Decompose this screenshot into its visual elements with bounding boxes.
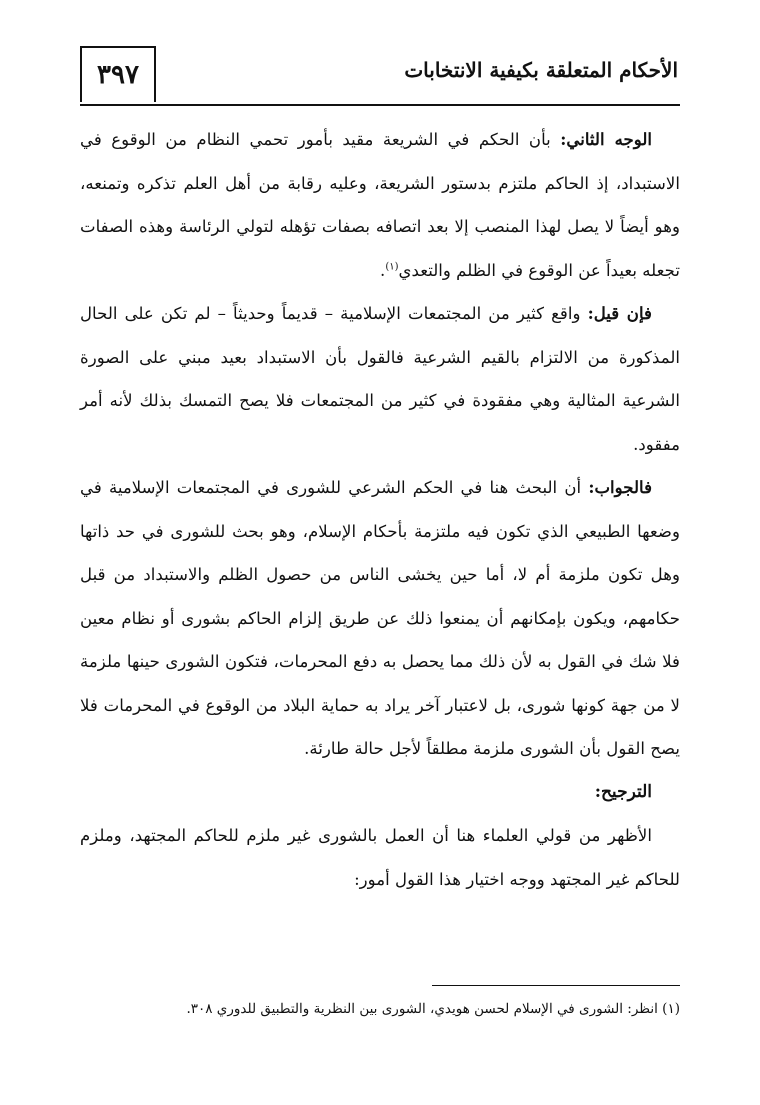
footnote: (١) انظر: الشورى في الإسلام لحسن هويدي، الشورى بين النظرية والتطبيق للدوري ٣٠٨.: [186, 1001, 680, 1017]
page-header: [80, 46, 680, 106]
paragraph-end: .: [380, 260, 386, 280]
paragraph-text: واقع كثير من المجتمعات الإسلامية – قديماً وحديثاً – لم تكن على الحال المذكورة من الالتزام بالقيم الشرعية فالقول بأن الاستبداد بعيد مبني على الصورة الشرعية المثالية وهي مفقودة في كثير من المجتمعات فلا يصح التمسك بذلك لأنه أمر مفقود.: [80, 304, 680, 454]
paragraph-preference: الأظهر من قولي العلماء هنا أن العمل بالشورى غير ملزم للحاكم المجتهد، وملزم للحاكم غير المجتهد ووجه اختيار هذا القول أمور:: [80, 826, 680, 889]
paragraph-lead: فالجواب:: [588, 477, 652, 497]
page-number: ٣٩٧: [80, 46, 156, 102]
body-text: [80, 118, 680, 901]
paragraph-lead: فإن قيل:: [587, 303, 652, 323]
paragraph-lead: الوجه الثاني:: [560, 129, 652, 149]
footnote-reference: (١): [385, 260, 399, 272]
paragraph-second-aspect: [80, 118, 680, 292]
paragraph-objection: [80, 292, 680, 466]
running-title: الأحكام المتعلقة بكيفية الانتخابات: [404, 58, 678, 82]
footnote-separator: [432, 985, 680, 986]
paragraph-text: أن البحث هنا في الحكم الشرعي للشورى في المجتمعات الإسلامية في وضعها الطبيعي الذي تكون فيه ملتزمة بأحكام الإسلام، وهو بحث للشورى في حد ذاتها وهل تكون ملزمة أم لا، أما حين يخشى الناس من حصول الظلم والاستبداد من قبل حكامهم، ويكون بإمكانهم أن يمنعوا ذلك عن طريق إلزام الحاكم بشورى أو نظام معين فلا شك في القول به لأن ذلك مما يحصل به دفع المحرمات، فتكون الشورى حينها ملزمة لا من جهة كونها شورى، بل لاعتبار آخر يراد به حماية البلاد من الوقوع في المحرمات فلا يصح القول بأن الشورى ملزمة مطلقاً لأجل حالة طارئة.: [80, 478, 680, 758]
paragraph-text: بأن الحكم في الشريعة مقيد بأمور تحمي النظام من الوقوع في الاستبداد، إذ الحاكم ملتزم بدستور الشريعة، وعليه رقابة من أهل العلم تذكره وتمنعه، وهو أيضاً لا يصل لهذا المنصب إلا بعد اتصافه بصفات تؤهله لتولي الرئاسة وهذه الصفات تجعله بعيداً عن الوقوع في الظلم والتعدي: [80, 130, 680, 280]
section-heading: الترجيح:: [594, 781, 652, 802]
paragraph-answer: [80, 466, 680, 771]
